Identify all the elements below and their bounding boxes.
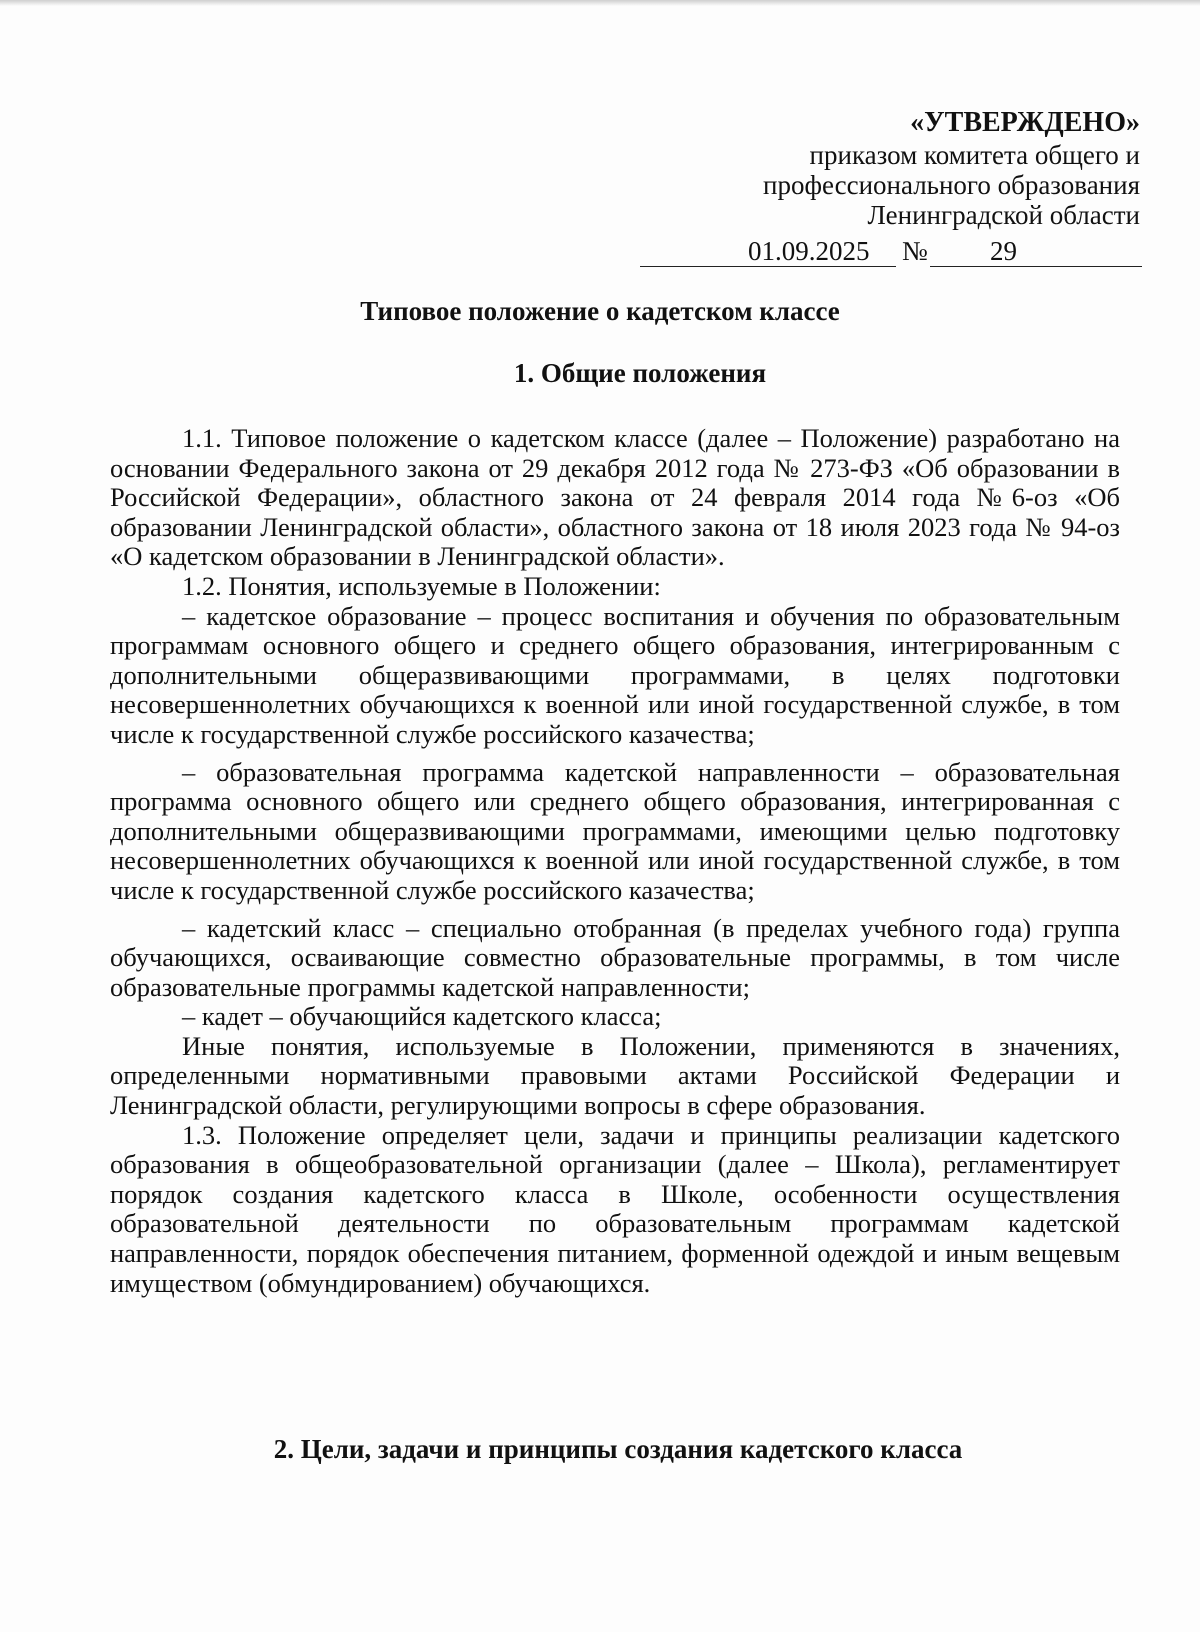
definition-cadet-class: – кадетский класс – специально отобранная (в пределах учебного года) группа обучающихся, осваивающие совместно образовательные программы, в том числе образовательные программы кадетской направленности; xyxy=(110,912,1120,1002)
paragraph-1-2: 1.2. Понятия, используемые в Положении: xyxy=(182,570,661,601)
approval-line-2: профессионального образования xyxy=(763,170,1140,200)
document-title: Типовое положение о кадетском классе xyxy=(360,296,840,326)
definition-cadet-education: – кадетское образование – процесс воспитания и обучения по образовательным программам основного общего и среднего общего образования, интегрированным с дополнительными общеразвивающими программами, в целях подготовки несовершеннолетних обучающихся к военной или иной государственной службе, в том числе к государственной службе российского казачества; xyxy=(110,600,1120,749)
scan-edge xyxy=(0,0,1200,6)
section-2-title: 2. Цели, задачи и принципы создания кадетского класса xyxy=(273,1434,963,1464)
number-sign: № xyxy=(902,236,928,266)
approval-heading: «УТВЕРЖДЕНО» xyxy=(910,107,1140,138)
other-terms-paragraph: Иные понятия, используемые в Положении, применяются в значениях, определенными нормативными правовыми актами Российской Федерации и Ленинградской области, регулирующими вопросы в сфере образования. xyxy=(110,1030,1120,1121)
approval-line-1: приказом комитета общего и xyxy=(809,140,1140,170)
approval-block xyxy=(620,108,1140,230)
approval-line-3: Ленинградской области xyxy=(867,200,1140,230)
paragraph-1-1: 1.1. Типовое положение о кадетском классе (далее – Положение) разработано на основании Федерального закона от 29 декабря 2012 года № 273-ФЗ «Об образовании в Российской Федерации», областного закона от 24 февраля 2014 года №6-оз «Об образовании Ленинградской области», областного закона от 18 июля 2023 года № 94-оз «О кадетском образовании в Ленинградской области». xyxy=(110,423,1120,572)
definition-cadet-program: – образовательная программа кадетской направленности – образовательная программа основного общего или среднего общего образования, интегрированная с дополнительными общеразвивающими программами, имеющими целью подготовку несовершеннолетних обучающихся к военной или иной государственной службе, в том числе к государственной службе российского казачества; xyxy=(110,756,1120,905)
order-date-number-line xyxy=(640,236,1142,270)
order-date: 01.09.2025 xyxy=(748,236,870,266)
section-1-title: 1. Общие положения xyxy=(513,358,767,388)
document-body xyxy=(110,424,1120,1298)
order-number: 29 xyxy=(990,236,1017,266)
number-underline xyxy=(930,266,1142,267)
paragraph-1-3: 1.3. Положение определяет цели, задачи и принципы реализации кадетского образования в общеобразовательной организации (далее – Школа), регламентирует порядок создания кадетского класса в Школе, особенности осуществления образовательной деятельности по образовательным программам кадетской направленности, порядок обеспечения питанием, форменной одеждой и иным вещевым имуществом (обмундированием) обучающихся. xyxy=(110,1119,1120,1298)
definition-cadet: – кадет – обучающийся кадетского класса; xyxy=(182,1001,662,1032)
